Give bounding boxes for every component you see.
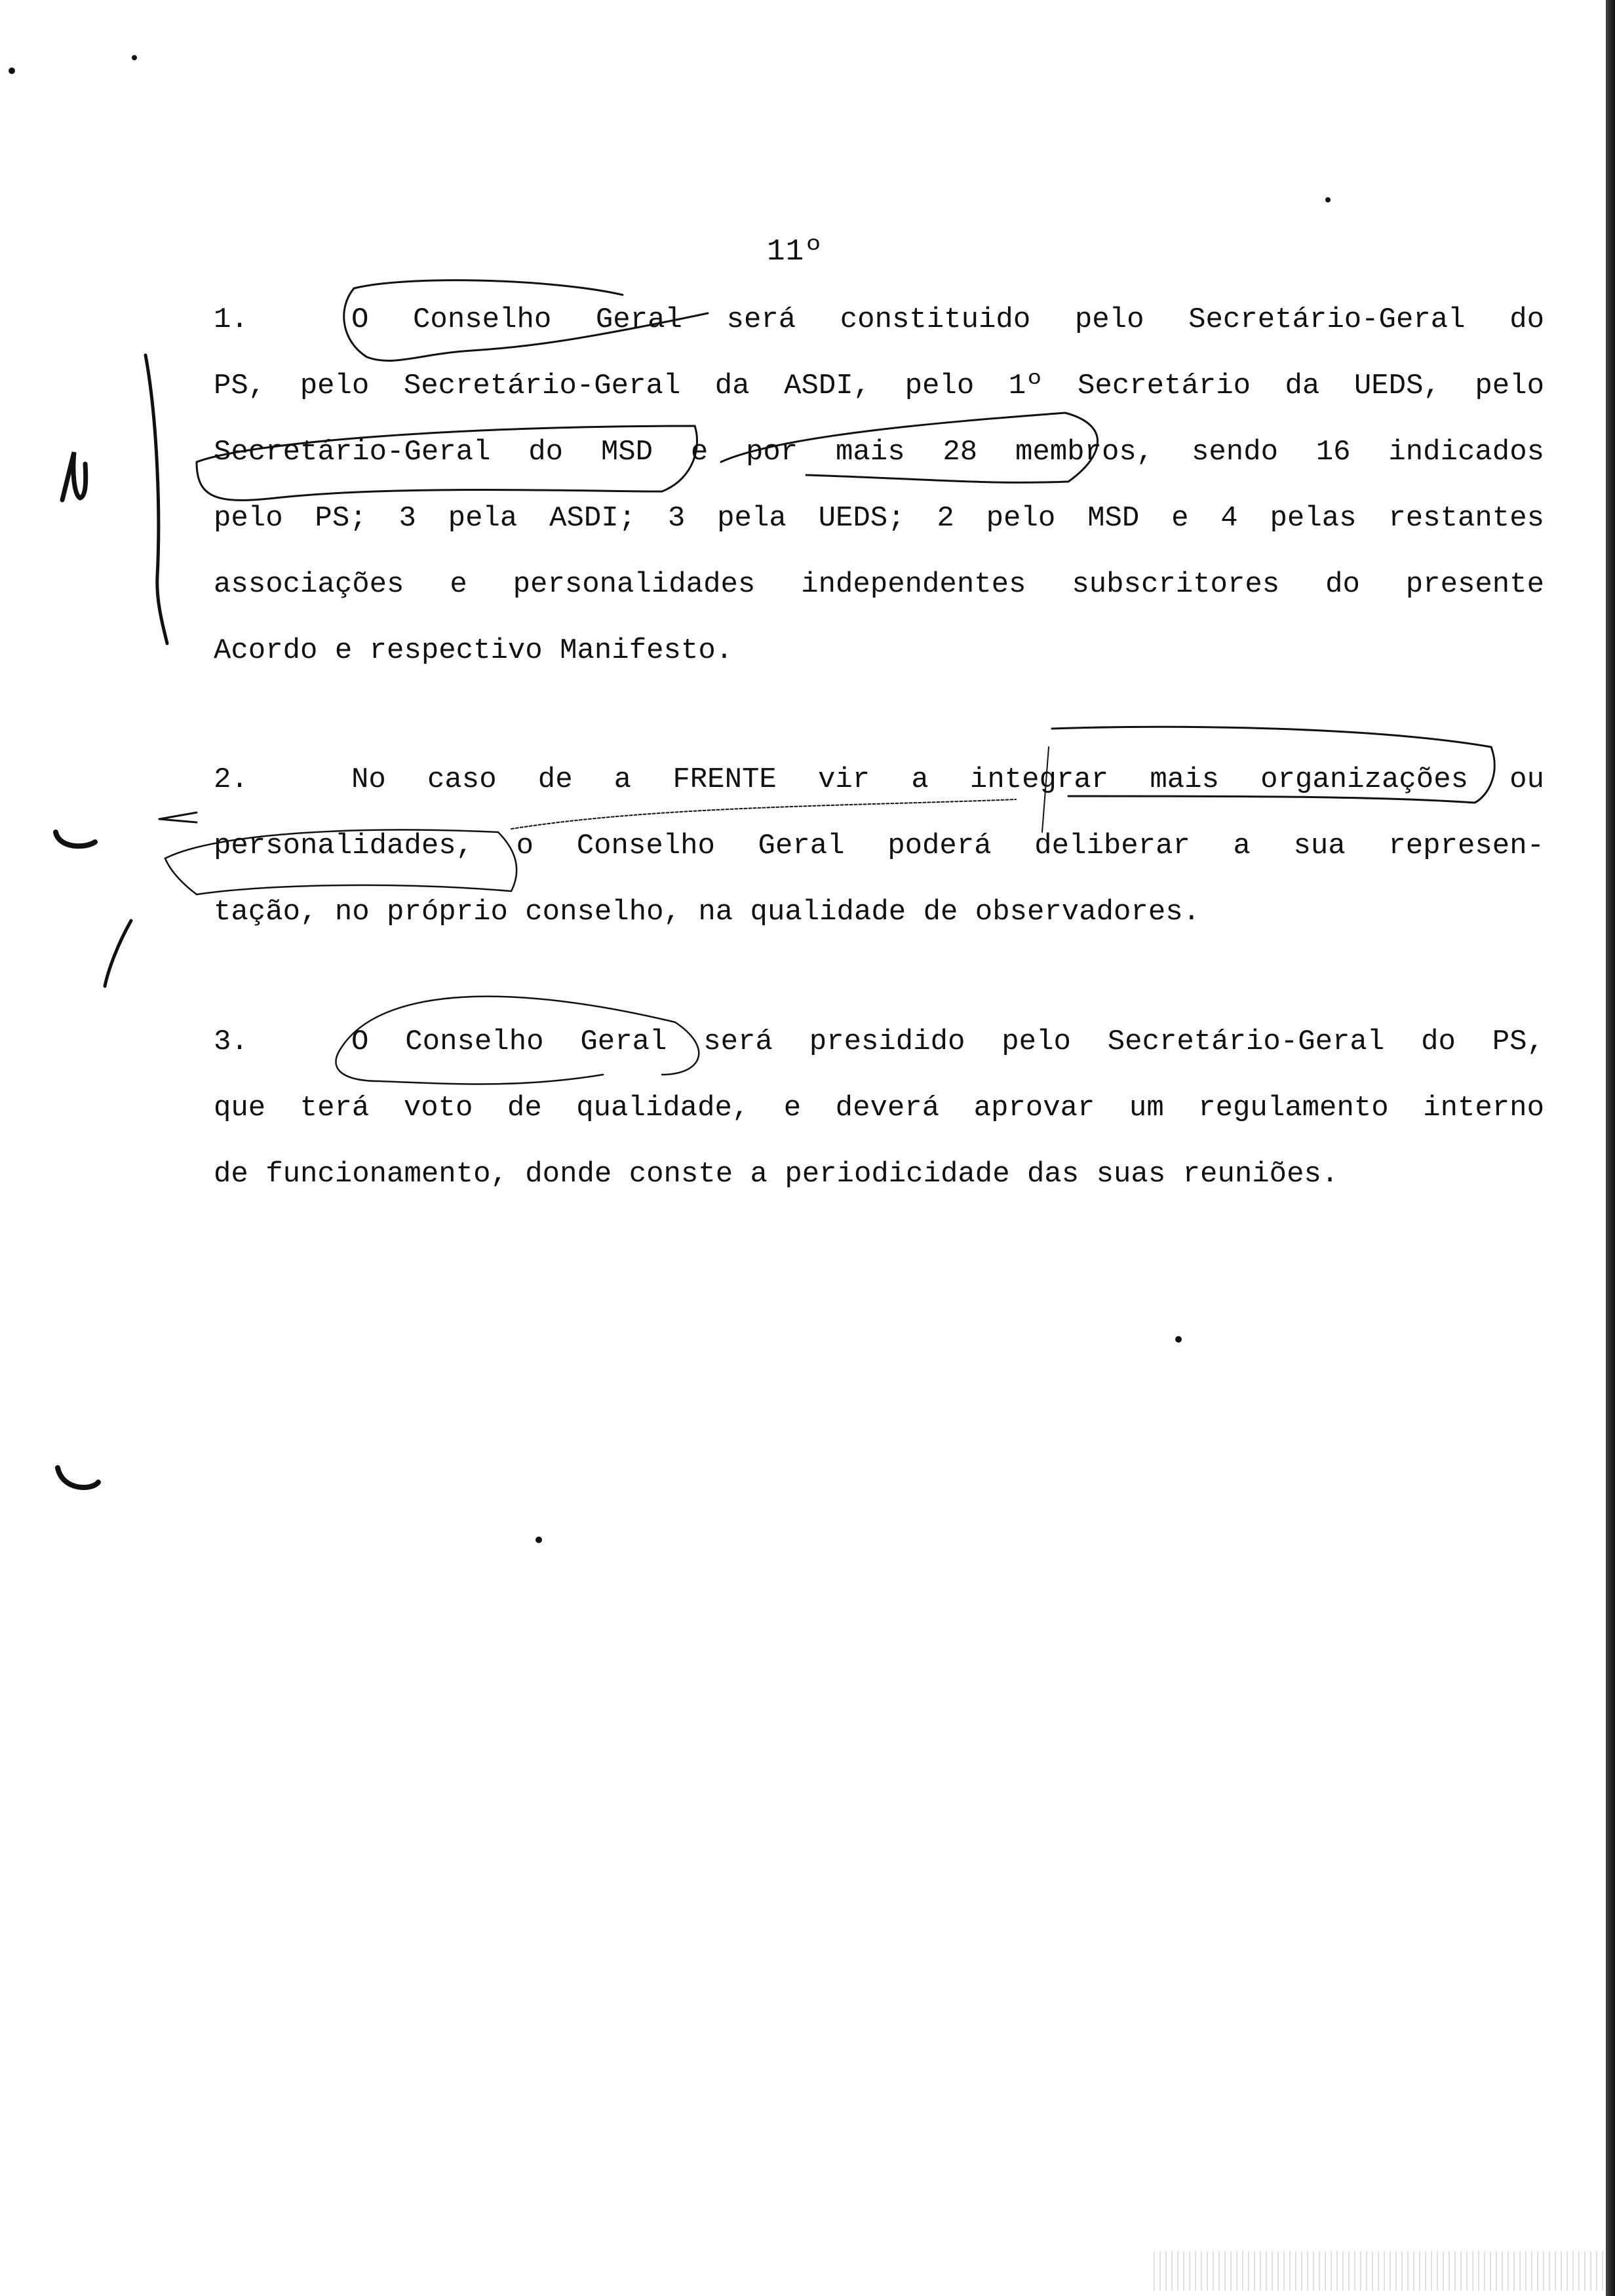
scan-edge bbox=[1606, 0, 1615, 2296]
ink-dot bbox=[535, 1537, 542, 1543]
arrow-annotation bbox=[159, 813, 197, 822]
paragraph-number: 1. bbox=[214, 303, 248, 336]
paragraph-number: 2. bbox=[214, 763, 248, 796]
ink-dot bbox=[1175, 1336, 1182, 1343]
ink-dot bbox=[9, 67, 15, 74]
paragraph-line: pelo PS; 3 pela ASDI; 3 pela UEDS; 2 pelo MSD e 4 pelas restantes bbox=[214, 502, 1544, 535]
paragraph-line: Secretário-Geral do MSD e por mais 28 membros, sendo 16 indicados bbox=[214, 436, 1544, 469]
margin-check-mark bbox=[58, 1468, 98, 1487]
ink-dot bbox=[1325, 197, 1331, 202]
paragraph-line: tação, no próprio conselho, na qualidade de observadores. bbox=[214, 896, 1201, 928]
paragraph-1 bbox=[214, 287, 1544, 684]
margin-line bbox=[146, 355, 167, 643]
paragraph-line: 2. No caso de a FRENTE vir a integrar mais organizações ou bbox=[214, 747, 1544, 813]
paragraph-line: 1. O Conselho Geral será constituido pelo Secretário-Geral do bbox=[214, 287, 1544, 353]
paragraph-line: Acordo e respectivo Manifesto. bbox=[214, 634, 733, 667]
margin-slash-mark bbox=[105, 921, 131, 986]
margin-letter-n bbox=[62, 452, 86, 500]
scan-noise bbox=[1154, 2251, 1606, 2291]
ink-dot bbox=[132, 55, 137, 60]
paragraph-3 bbox=[214, 1009, 1544, 1208]
paragraph-line: que terá voto de qualidade, e deverá aprovar um regulamento interno bbox=[214, 1092, 1544, 1124]
paragraph-line: associações e personalidades independentes subscritores do presente bbox=[214, 568, 1544, 601]
paragraph-line: de funcionamento, donde conste a periodicidade das suas reuniões. bbox=[214, 1158, 1339, 1191]
paragraph-line: PS, pelo Secretário-Geral da ASDI, pelo 1º Secretário da UEDS, pelo bbox=[214, 370, 1544, 402]
paragraph-number: 3. bbox=[214, 1025, 248, 1058]
margin-check-mark bbox=[56, 832, 95, 846]
paragraph-2 bbox=[214, 747, 1544, 946]
paragraph-line: 3. O Conselho Geral será presidido pelo Secretário-Geral do PS, bbox=[214, 1009, 1544, 1075]
page-number: 11º bbox=[767, 235, 823, 269]
paragraph-line: personalidades, o Conselho Geral poderá deliberar a sua represen- bbox=[214, 830, 1544, 862]
